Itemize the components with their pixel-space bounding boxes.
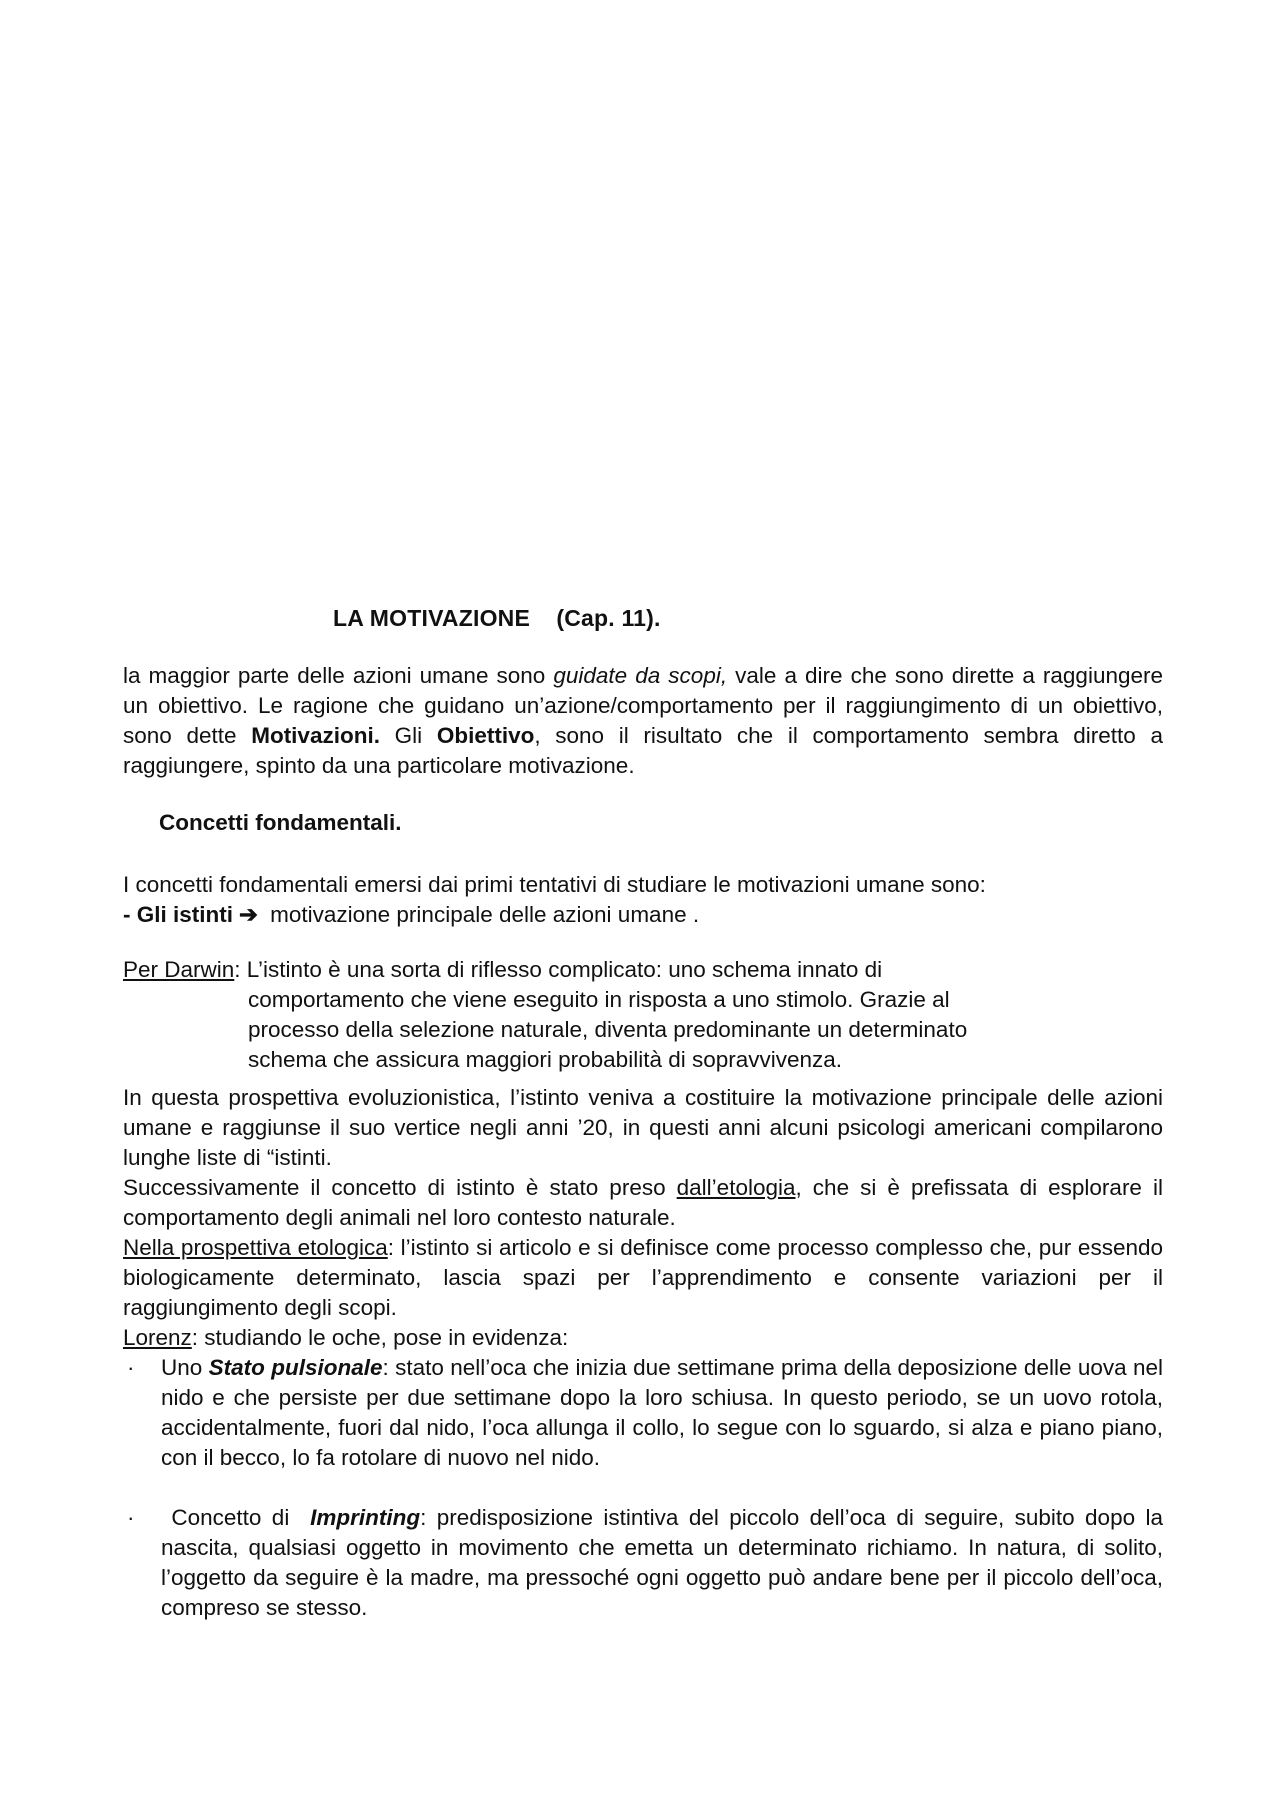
arrow-right-icon: ➔ [239, 902, 258, 927]
bullet-dot-icon: · [127, 1505, 135, 1530]
darwin-first-line [123, 955, 1163, 985]
list-item [123, 1353, 1163, 1503]
darwin-text-first: : L’istinto è una sorta di riflesso complicato: uno schema innato di [234, 957, 883, 982]
bullet-body: : stato nell’oca che inizia due settimane prima della deposizione delle uova nel nido e che persiste per due settimane dopo la loro schiusa. In questo periodo, se un uovo rotola, accidentalmente, fuori dal nido, l’oca allunga il collo, lo segue con lo sguardo, si alza e piano piano, con il becco, lo fa rotolare di nuovo nel nido. [161, 1355, 1163, 1470]
prospettiva-text: : l’istinto si articolo e si definisce come processo complesso che, pur essendo biologicamente determinato, lascia spazi per l’apprendimento e consente variazioni per il raggiungimento degli scopi. [123, 1235, 1163, 1320]
intro-text-2: vale a dire che sono dirette a raggiungere un obiettivo. Le ragione che guidano un’azione/comportamento per il raggiungimento di un obiettivo, sono dette [123, 663, 1164, 748]
bullet-body: : predisposizione istintiva del piccolo dell’oca di seguire, subito dopo la nascita, qualsiasi oggetto in movimento che emetta un determinato richiamo. In natura, di solito, l’oggetto da seguire è la madre, ma pressoché ogni oggetto può andare bene per il piccolo dell’oca, compreso se stesso. [161, 1505, 1163, 1620]
concepts-paragraph [123, 870, 1163, 930]
istinti-text: motivazione principale delle azioni umane . [263, 902, 700, 927]
term-motivazioni: Motivazioni. [251, 723, 380, 748]
darwin-label: Per Darwin [123, 957, 235, 982]
intro-emphasis: guidate da scopi, [553, 663, 728, 688]
etologia-underlined: dall’etologia [676, 1175, 796, 1200]
intro-text-1: la maggior parte delle azioni umane sono [123, 663, 554, 688]
bullet-prefix: Concetto di [161, 1505, 311, 1530]
lorenz-line [123, 1323, 1163, 1353]
prospettiva-label: Nella prospettiva etologica [123, 1235, 388, 1260]
prospettiva-paragraph [123, 1233, 1163, 1323]
bullet-dot-icon: · [127, 1355, 135, 1380]
intro-text-4: , sono il risultato che il comportamento sembra diretto a raggiungere, spinto da una particolare motivazione. [123, 723, 1163, 778]
intro-paragraph [123, 661, 1163, 781]
term-obiettivo: Obiettivo [436, 723, 535, 748]
lorenz-label: Lorenz [123, 1325, 192, 1350]
section-subtitle: Concetti fondamentali. [159, 810, 402, 835]
evolution-paragraph: In questa prospettiva evoluzionistica, l’istinto veniva a costituire la motivazione principale delle azioni umane e raggiunse il suo vertice negli anni ’20, in questi anni alcuni psicologi americani compilarono lunghe liste di “istinti. [123, 1085, 1163, 1170]
etologia-paragraph [123, 1173, 1163, 1233]
etologia-text-2: , che si è prefissata di esplorare il comportamento degli animali nel loro contesto naturale. [123, 1175, 1163, 1230]
bullet-term: Stato pulsionale [208, 1355, 383, 1380]
bullet-prefix: Uno [161, 1355, 209, 1380]
bullet-text [161, 1353, 1163, 1473]
concepts-intro: I concetti fondamentali emersi dai primi tentativi di studiare le motivazioni umane sono: [123, 872, 986, 897]
page-title: LA MOTIVAZIONE (Cap. 11). [333, 605, 661, 631]
lorenz-text: : studiando le oche, pose in evidenza: [191, 1325, 569, 1350]
istinti-label: - Gli istinti [123, 902, 233, 927]
darwin-indented-text: comportamento che viene eseguito in risposta a uno stimolo. Grazie al processo della selezione naturale, diventa predominante un determinato schema che assicura maggiori probabilità di sopravvivenza. [248, 987, 968, 1072]
bullet-text [161, 1503, 1163, 1623]
list-item [123, 1503, 1163, 1623]
intro-text-3: Gli [379, 723, 437, 748]
etologia-text-1: Successivamente il concetto di istinto è stato preso [123, 1175, 677, 1200]
bullet-term: Imprinting [310, 1505, 421, 1530]
